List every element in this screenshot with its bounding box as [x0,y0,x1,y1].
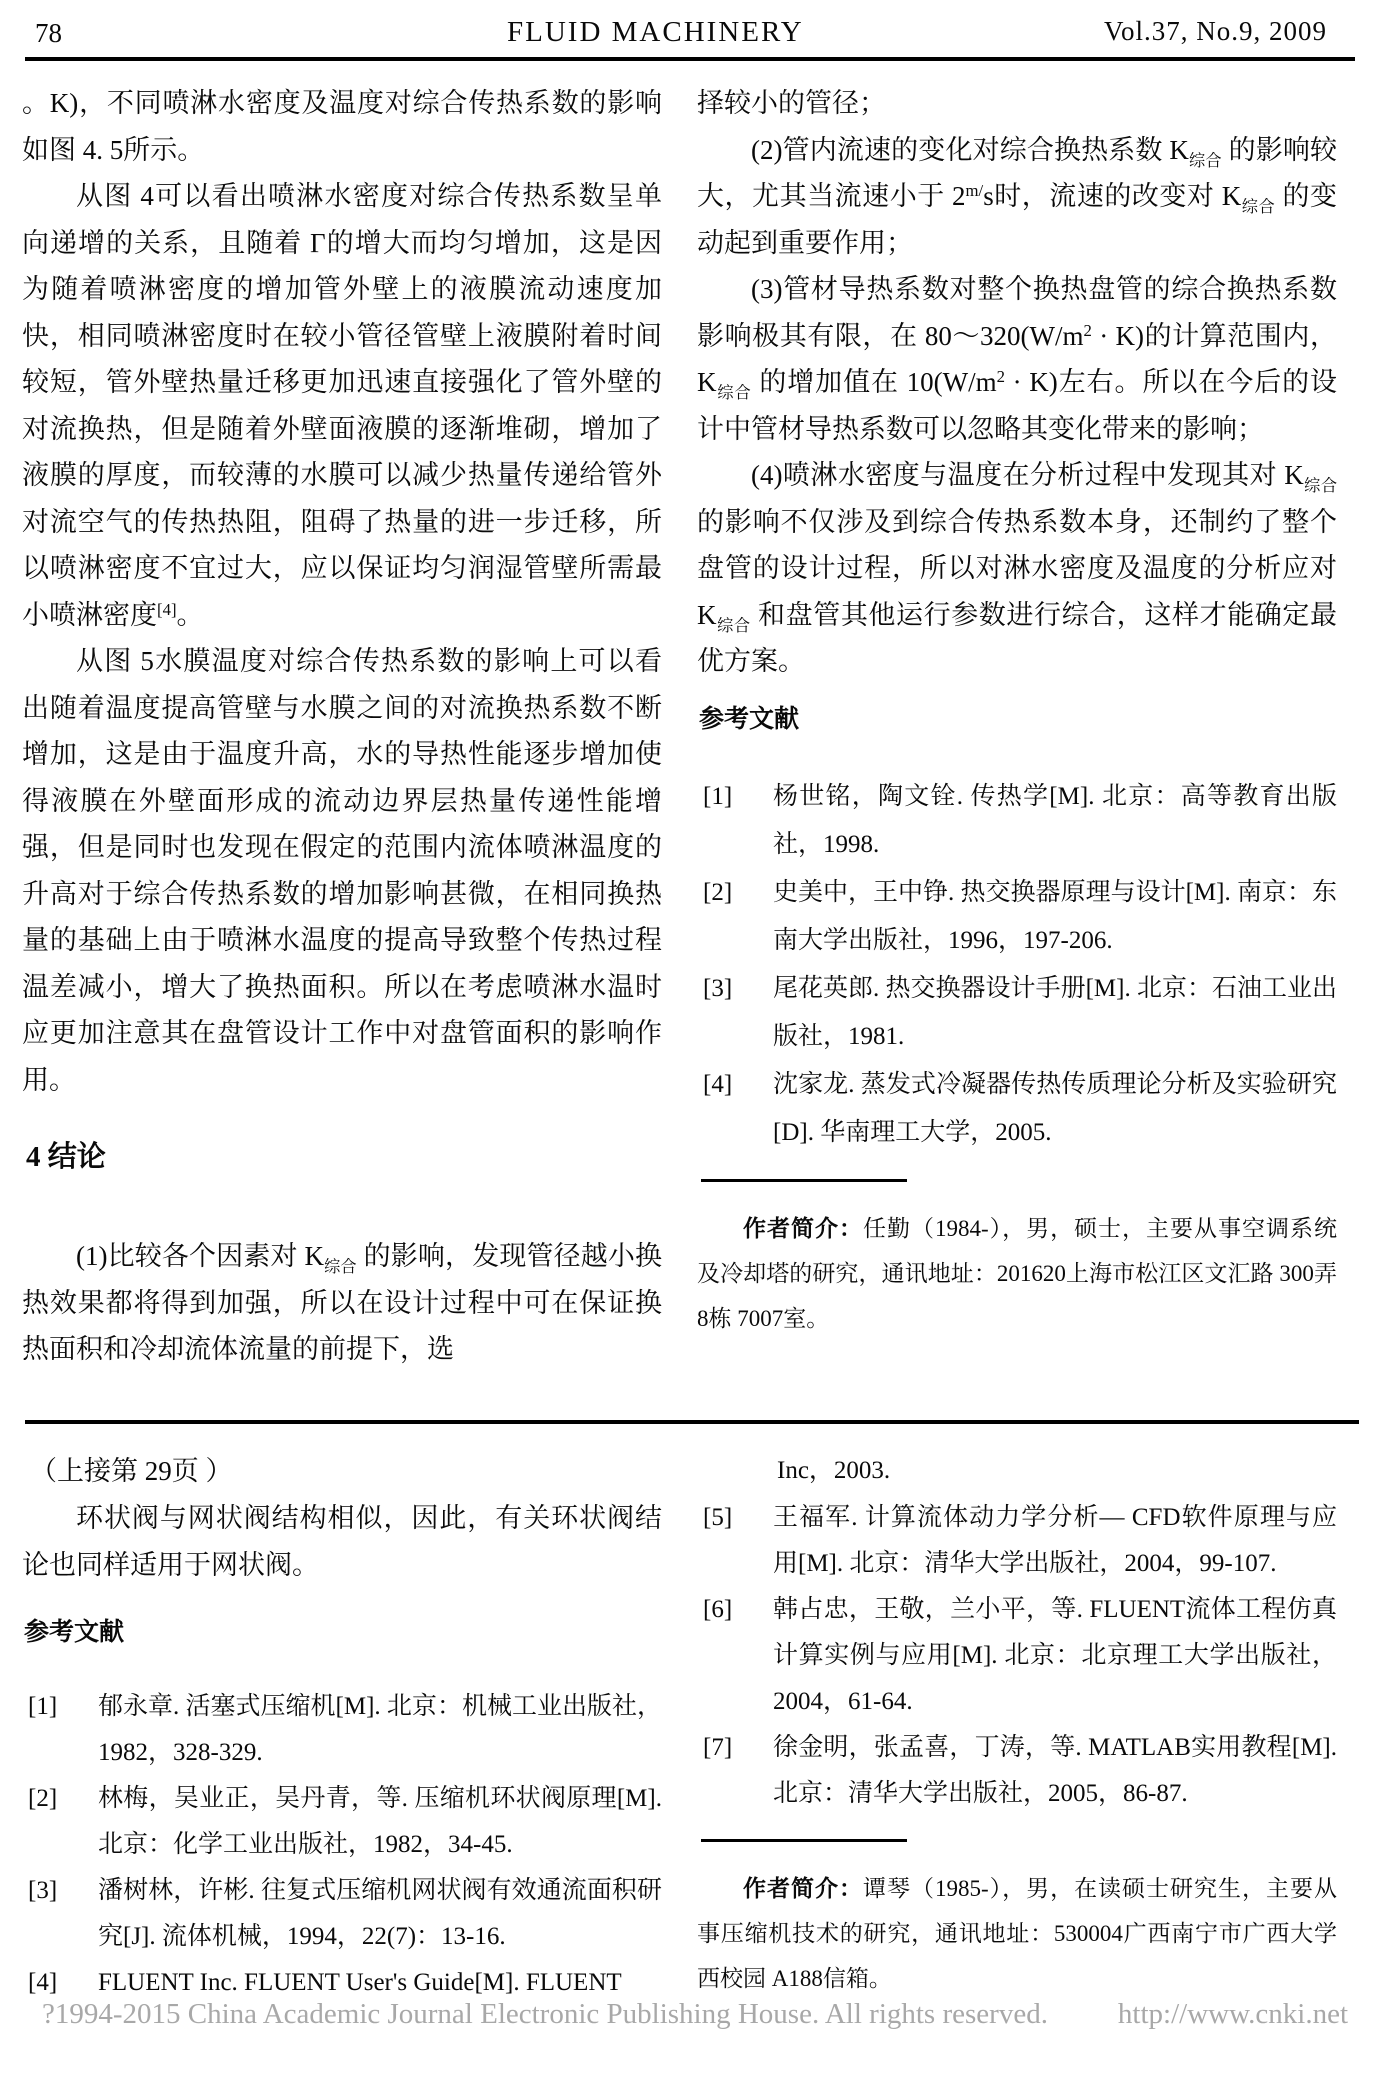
page-number: 78 [35,18,62,48]
paragraph: 从图 4可以看出喷淋水密度对综合传热系数呈单向递增的关系，且随着 Γ的增大而均匀增加，这是因为随着喷淋密度的增加管外壁上的液膜流动速度加快，相同喷淋密度时在较小管径管壁上液膜附着时间较短，管外壁热量迁移更加迅速直接强化了管外壁的对流换热，但是随着外壁面液膜的逐渐堆砌，增加了液膜的厚度，而较薄的水膜可以减少热量传递给管外对流空气的传热热阻，阻碍了热量的进一步迁移，所以喷淋密度不宜过大，应以保证均匀润湿管壁所需最小喷淋密度[4]。 [22,181,662,630]
conclusion-section-heading: 4 结论 [26,1141,106,1173]
paragraph: (2)管内流速的变化对综合换热系数 $K_{综合}$ 的影响较大，尤其当流速小于 $2^{m/}s$时，流速的改变对 $K_{综合}$ 的变动起到重要作用； [697,134,1338,258]
reference-number: [6] [703,1596,733,1623]
reference-continuation-line: Inc，2003. [777,1457,891,1484]
article1-conclusion-paragraphs [22,1233,662,1373]
article2-left-column [22,1447,662,2006]
page-footer [42,1996,1348,2032]
author-note-article1 [697,1206,1337,1341]
paragraph: 。K)，不同喷淋水密度及温度对综合传热系数的影响如图 4. 5所示。 [22,88,662,165]
reference-item [697,1495,1337,1587]
article-divider-rule [25,1420,1359,1424]
reference-text: 沈家龙. 蒸发式冷凝器传热传质理论分析及实验研究[D]. 华南理工大学，2005. [773,1070,1337,1146]
reference-text: 尾花英郎. 热交换器设计手册[M]. 北京：石油工业出版社，1981. [773,974,1337,1050]
reference-text: 林梅，吴业正，吴丹青，等. 压缩机环状阀原理[M]. 北京：化学工业出版社，1982，34-45. [98,1785,662,1858]
author-note-text: 谭琴（1985-），男，在读硕士研究生，主要从事压缩机技术的研究，通讯地址：530004广西南宁市广西大学西校园 A188信箱。 [697,1876,1337,1991]
author-note-label: 作者简介： [743,1215,863,1241]
reference-number: [3] [28,1877,58,1904]
paragraph: 从图 5水膜温度对综合传热系数的影响上可以看出随着温度提高管壁与水膜之间的对流换热系数不断增加，这是由于温度升高，水的导热性能逐步增加使得液膜在外壁面形成的流动边界层热量传递性能增强，但是同时也发现在假定的范围内流体喷淋温度的升高对于综合传热系数的增加影响甚微，在相同换热量的基础上由于喷淋水温度的提高导致整个传热过程温差减小，增大了换热面积。所以在考虑喷淋水温时应更加注意其在盘管设计工作中对盘管面积的影响作用。 [22,646,662,1095]
author-note-text: 任勤（1984-），男，硕士，主要从事空调系统及冷却塔的研究，通讯地址：201620上海市松江区文汇路 300弄 8栋 7007室。 [697,1215,1338,1331]
reference-number: [7] [703,1734,733,1761]
references-list-article2-right [697,1495,1337,1817]
paragraph: (4)喷淋水密度与温度在分析过程中发现其对 $K_{综合}$ 的影响不仅涉及到综合传热系数本身，还制约了整个盘管的设计过程，所以对淋水密度及温度的分析应对 $K_{综合}$ 和盘管其他运行参数进行综合，这样才能确定最优方案。 [697,460,1338,676]
reference-text: 韩占忠，王敬，兰小平，等. FLUENT流体工程仿真计算实例与应用[M]. 北京：北京理工大学出版社，2004，61-64. [773,1596,1337,1715]
reference-number: [4] [703,1070,733,1098]
author-note-label: 作者简介： [743,1876,863,1901]
page-header [25,12,1349,56]
reference-item [22,1868,662,1960]
article1-right-column [697,80,1337,1341]
author-note-article2 [697,1866,1337,2001]
reference-item [697,965,1337,1061]
reference-number: [3] [703,974,733,1002]
journal-title: FLUID MACHINERY [507,16,804,48]
article1-left-paragraphs [22,80,662,1103]
reference-item [22,1776,662,1868]
header-rule [25,57,1355,61]
reference-text: 王福军. 计算流体动力学分析— CFD软件原理与应用[M]. 北京：清华大学出版社，2004，99-107. [773,1504,1337,1577]
reference-item [697,1061,1337,1157]
references-heading-article1: 参考文献 [699,705,800,733]
article2-right-column [697,1447,1337,2001]
references-list-article1 [697,773,1337,1157]
article1-right-paragraphs [697,80,1337,685]
reference-item [22,1684,662,1776]
reference-text: 潘树林，许彬. 往复式压缩机网状阀有效通流面积研究[J]. 流体机械，1994，22(7)：13-16. [98,1877,662,1950]
volume-info: Vol.37, No.9, 2009 [1103,16,1327,46]
continued-from-note: （上接第 29页 ） [30,1456,233,1486]
reference-number: [5] [703,1504,733,1531]
footer-url: http://www.cnki.net [1117,1998,1348,2030]
reference-item [697,1587,1337,1725]
reference-number: [1] [28,1693,58,1720]
reference-number: [2] [703,878,733,906]
reference-number: [1] [703,782,733,810]
reference-text: FLUENT Inc. FLUENT User's Guide[M]. FLUENT [98,1969,622,1996]
paragraph: (3)管材导热系数对整个换热盘管的综合换热系数影响极其有限，在 $80\sim 320(W/m^2 \cdot K)$的计算范围内，$K_{综合}$ 的增加值在 $10(W/m^2 \cdot K)$左右。所以在今后的设计中管材导热系数可以忽略其变化带来的影响； [697,274,1338,444]
reference-item [697,1725,1337,1817]
reference-text: 徐金明，张孟喜，丁涛，等. MATLAB实用教程[M]. 北京：清华大学出版社，2005，86-87. [773,1734,1337,1807]
paragraph: 择较小的管径； [697,88,886,118]
reference-text: 郁永章. 活塞式压缩机[M]. 北京：机械工业出版社，1982，328-329. [98,1693,662,1766]
author-note-rule-article2 [701,1839,907,1842]
reference-number: [2] [28,1785,58,1812]
reference-item [697,773,1337,869]
reference-text: 杨世铭，陶文铨. 传热学[M]. 北京：高等教育出版社，1998. [773,782,1337,858]
paragraph: 环状阀与网状阀结构相似，因此，有关环状阀结论也同样适用于网状阀。 [22,1503,662,1580]
paragraph: (1)比较各个因素对 $K_{综合}$ 的影响，发现管径越小换热效果都将得到加强，所以在设计过程中可在保证换热面积和冷却流体流量的前提下，选 [22,1241,663,1364]
references-heading-article2: 参考文献 [24,1619,125,1646]
copyright-text: ?1994-2015 China Academic Journal Electronic Publishing House. All rights reserved. [42,1998,1048,2030]
article2-left-paragraphs [22,1495,662,1588]
reference-text: 史美中，王中铮. 热交换器原理与设计[M]. 南京：东南大学出版社，1996，197-206. [773,878,1337,954]
references-list-article2-left [22,1684,662,2006]
reference-item [697,869,1337,965]
reference-number: [4] [28,1969,58,1996]
author-note-rule-article1 [701,1179,907,1182]
article1-left-column [22,80,662,1373]
